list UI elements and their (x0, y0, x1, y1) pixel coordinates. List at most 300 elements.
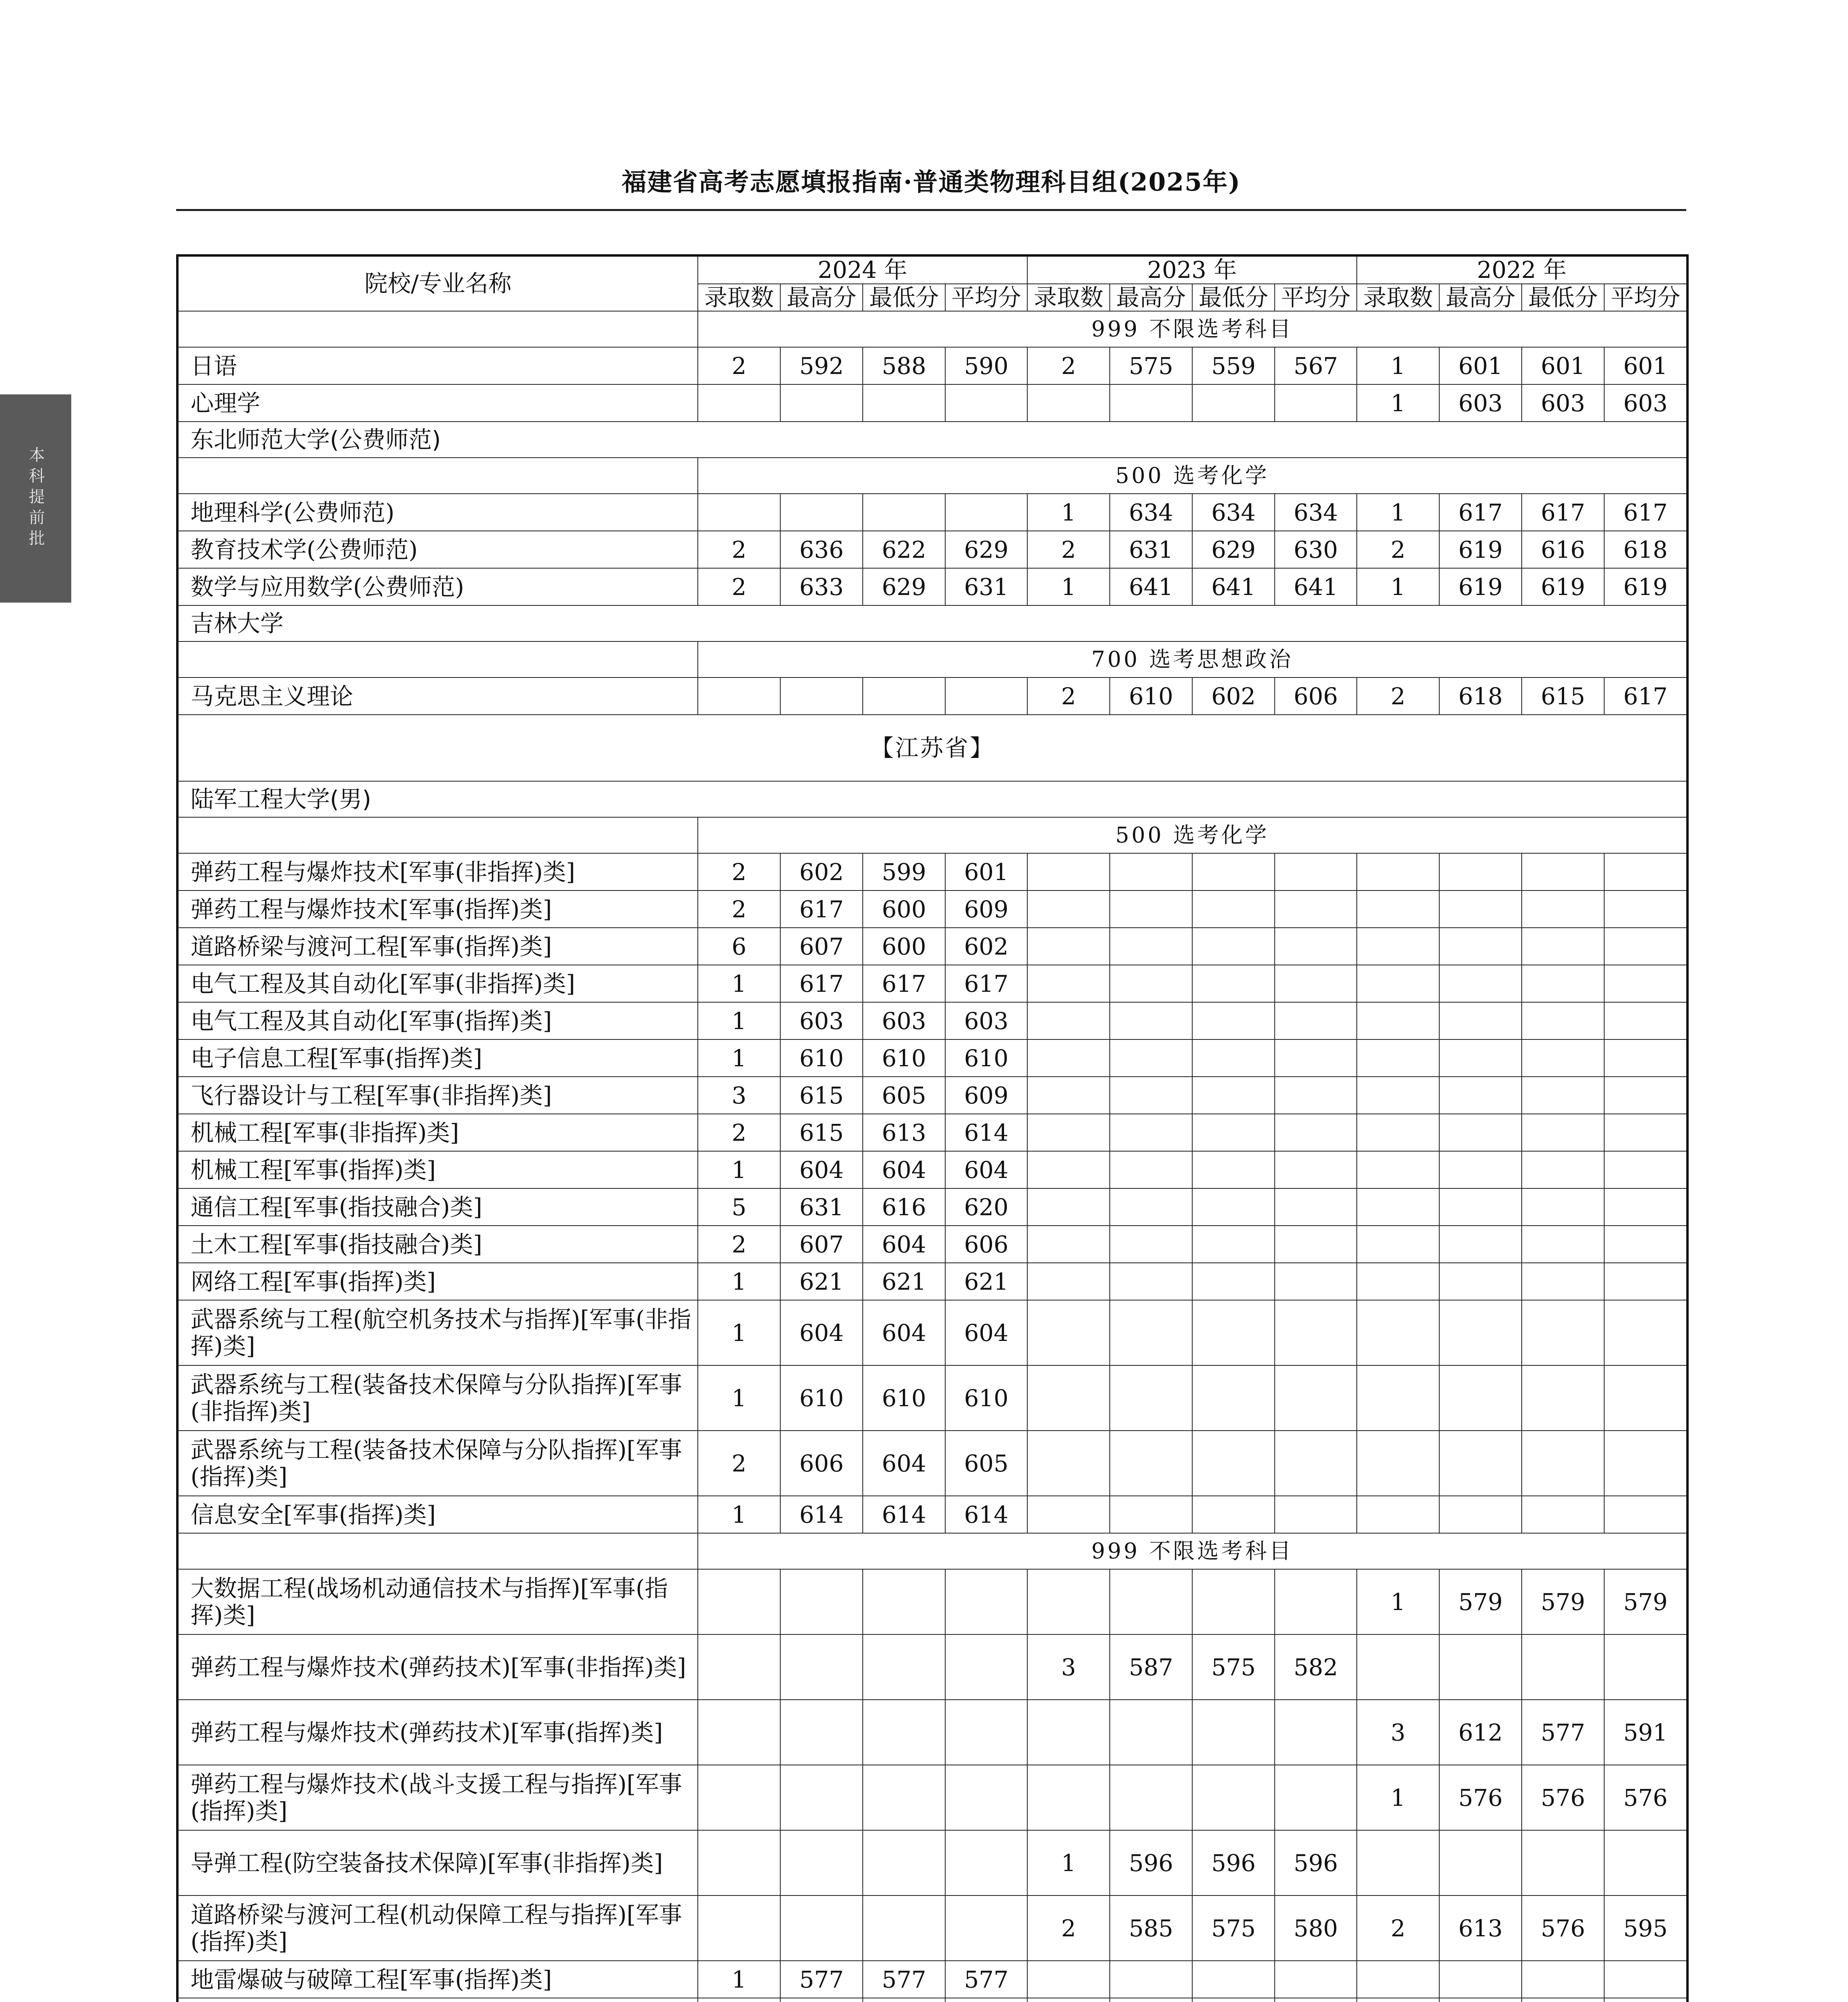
score-cell (1192, 890, 1275, 928)
score-cell (1357, 928, 1439, 965)
score-cell (1027, 1077, 1110, 1114)
side-tab-label: 本科提前批 (26, 446, 45, 551)
score-cell (1192, 1431, 1275, 1496)
score-cell: 629 (863, 568, 945, 605)
score-cell (1192, 1300, 1275, 1365)
score-cell (1439, 1431, 1522, 1496)
score-cell: 619 (1604, 568, 1687, 605)
column-header-name: 院校/专业名称 (177, 255, 698, 311)
table-row (177, 1961, 1687, 1998)
score-cell: 576 (1522, 1895, 1604, 1961)
score-cell (1192, 1998, 1275, 2002)
score-cell: 617 (780, 890, 863, 928)
score-cell (1192, 1700, 1275, 1765)
score-cell (1357, 1365, 1439, 1431)
subject-requirement: 500 选考化学 (698, 458, 1687, 494)
score-cell: 612 (1439, 1700, 1522, 1765)
major-name: 电气工程及其自动化[军事(非指挥)类] (177, 965, 698, 1002)
blank-cell (177, 1533, 698, 1569)
score-cell: 1 (698, 965, 780, 1002)
score-cell (1604, 1431, 1687, 1496)
score-cell: 618 (1439, 677, 1522, 715)
table-row (177, 1077, 1687, 1114)
score-cell (1027, 1700, 1110, 1765)
score-cell (945, 1998, 1027, 2002)
score-cell (1275, 384, 1357, 422)
table-row (177, 1998, 1687, 2002)
score-cell (863, 677, 945, 715)
score-cell: 610 (780, 1039, 863, 1077)
score-cell (780, 384, 863, 422)
score-cell: 615 (1522, 677, 1604, 715)
score-cell (1604, 1830, 1687, 1895)
score-cell (1357, 1039, 1439, 1077)
table-row (177, 1151, 1687, 1188)
score-cell: 2 (698, 1431, 780, 1496)
score-cell (1027, 1961, 1110, 1998)
score-cell (1439, 928, 1522, 965)
score-cell: 1 (1027, 494, 1110, 531)
score-cell: 617 (780, 965, 863, 1002)
score-cell: 606 (780, 1431, 863, 1496)
score-cell: 641 (1110, 568, 1192, 605)
score-cell: 601 (1522, 347, 1604, 384)
score-cell (1357, 965, 1439, 1002)
score-cell (1439, 1365, 1522, 1431)
score-cell (1604, 1263, 1687, 1300)
score-cell: 603 (1604, 384, 1687, 422)
score-cell: 2 (698, 1226, 780, 1263)
score-cell (1522, 853, 1604, 890)
score-cell (698, 677, 780, 715)
score-cell (1110, 1496, 1192, 1533)
score-cell: 1 (698, 1039, 780, 1077)
score-cell (1027, 1039, 1110, 1077)
major-name: 电气工程及其自动化[军事(指挥)类] (177, 1002, 698, 1039)
score-cell: 599 (863, 853, 945, 890)
score-cell: 620 (945, 1188, 1027, 1226)
score-cell: 587 (1110, 1634, 1192, 1700)
score-cell (780, 1830, 863, 1895)
score-cell (1027, 1496, 1110, 1533)
major-name: 土木工程[军事(指技融合)类] (177, 1226, 698, 1263)
score-cell (1275, 928, 1357, 965)
score-cell: 579 (1522, 1569, 1604, 1634)
score-cell: 616 (1522, 531, 1604, 568)
major-name: 弹药工程与爆炸技术(战斗支援工程与指挥)[军事(指挥)类] (177, 1765, 698, 1830)
score-cell (1110, 1226, 1192, 1263)
score-cell (698, 1634, 780, 1700)
score-cell (1275, 1961, 1357, 1998)
university-row (177, 781, 1687, 817)
major-name: 武器系统与工程(装备技术保障与分队指挥)[军事(指挥)类] (177, 1431, 698, 1496)
score-cell (698, 1569, 780, 1634)
table-row (177, 1895, 1687, 1961)
score-cell (1522, 1077, 1604, 1114)
score-cell (1357, 1300, 1439, 1365)
score-cell: 576 (1522, 1765, 1604, 1830)
score-cell (1110, 965, 1192, 1002)
table-row (177, 347, 1687, 384)
score-cell (1357, 1151, 1439, 1188)
table-row (177, 1002, 1687, 1039)
score-cell (1357, 1634, 1439, 1700)
score-cell: 592 (780, 347, 863, 384)
score-cell (1357, 890, 1439, 928)
table-row (177, 677, 1687, 715)
major-name: 教育技术学(公费师范) (177, 531, 698, 568)
score-cell: 2 (698, 347, 780, 384)
major-name: 机械工程[军事(非指挥)类] (177, 1114, 698, 1151)
score-cell: 1 (1027, 1830, 1110, 1895)
score-cell: 621 (780, 1263, 863, 1300)
score-cell: 2 (1027, 531, 1110, 568)
score-cell (1522, 1961, 1604, 1998)
score-cell (945, 1634, 1027, 1700)
score-cell: 588 (863, 347, 945, 384)
table-row (177, 1496, 1687, 1533)
score-cell (780, 1569, 863, 1634)
table-row (177, 853, 1687, 890)
major-name: 心理学 (177, 384, 698, 422)
score-cell (1439, 890, 1522, 928)
score-cell: 596 (1192, 1830, 1275, 1895)
score-cell (863, 1830, 945, 1895)
score-cell: 600 (863, 890, 945, 928)
score-cell (1357, 1830, 1439, 1895)
score-cell: 576 (1439, 1765, 1522, 1830)
score-cell (1027, 1226, 1110, 1263)
score-cell: 2 (698, 890, 780, 928)
score-cell (698, 1830, 780, 1895)
score-cell: 617 (1604, 677, 1687, 715)
score-cell: 606 (1275, 677, 1357, 715)
subject-requirement: 999 不限选考科目 (698, 1533, 1687, 1569)
score-cell (1604, 1151, 1687, 1188)
score-cell: 596 (1110, 1830, 1192, 1895)
score-cell (1027, 1263, 1110, 1300)
score-cell: 2 (698, 853, 780, 890)
table-row (177, 1830, 1687, 1895)
subcolumn-header: 最低分 (863, 284, 945, 312)
score-cell (863, 1895, 945, 1961)
score-cell (780, 1895, 863, 1961)
year-header: 2024 年 (698, 255, 1027, 284)
score-cell (945, 1700, 1027, 1765)
university-name: 吉林大学 (177, 605, 1687, 641)
score-cell (1522, 1998, 1604, 2002)
score-cell (1522, 1114, 1604, 1151)
table-row (177, 494, 1687, 531)
score-cell (1275, 1114, 1357, 1151)
score-cell (1439, 1961, 1522, 1998)
score-cell (1110, 1151, 1192, 1188)
score-cell (1439, 1151, 1522, 1188)
score-cell (1110, 384, 1192, 422)
table-row (177, 1431, 1687, 1496)
score-cell (780, 1998, 863, 2002)
score-cell: 633 (780, 568, 863, 605)
score-cell: 609 (945, 1077, 1027, 1114)
major-name: 数学与应用数学(公费师范) (177, 568, 698, 605)
score-cell: 601 (1439, 347, 1522, 384)
score-cell: 610 (780, 1365, 863, 1431)
score-cell (1439, 1077, 1522, 1114)
score-cell: 1 (1357, 568, 1439, 605)
score-cell: 604 (863, 1431, 945, 1496)
score-cell (945, 1830, 1027, 1895)
major-name: 道路桥梁与渡河工程(机动保障工程与指挥)[军事(指挥)类] (177, 1895, 698, 1961)
score-cell (1522, 1263, 1604, 1300)
score-cell (780, 1634, 863, 1700)
score-cell (1604, 853, 1687, 890)
score-cell: 629 (945, 531, 1027, 568)
score-cell: 613 (863, 1114, 945, 1151)
score-cell: 579 (1439, 1569, 1522, 1634)
score-cell (1110, 1188, 1192, 1226)
major-name (177, 1998, 698, 2002)
score-cell (1027, 384, 1110, 422)
score-cell (1192, 1365, 1275, 1431)
major-name: 弹药工程与爆炸技术(弹药技术)[军事(指挥)类] (177, 1700, 698, 1765)
major-name: 武器系统与工程(航空机务技术与指挥)[军事(非指挥)类] (177, 1300, 698, 1365)
score-cell: 1 (1027, 568, 1110, 605)
subject-requirement: 500 选考化学 (698, 817, 1687, 853)
score-cell: 1 (698, 1961, 780, 1998)
score-cell: 603 (863, 1002, 945, 1039)
score-cell (1192, 1188, 1275, 1226)
score-cell (1275, 1263, 1357, 1300)
score-cell: 2 (1027, 347, 1110, 384)
score-cell: 602 (1192, 677, 1275, 715)
score-cell: 603 (1439, 384, 1522, 422)
score-cell (863, 1569, 945, 1634)
university-row (177, 422, 1687, 458)
score-cell: 610 (1110, 677, 1192, 715)
score-cell: 580 (1275, 1895, 1357, 1961)
score-cell (1604, 1114, 1687, 1151)
score-cell (1275, 1998, 1357, 2002)
score-cell: 1 (1357, 1765, 1439, 1830)
score-cell: 3 (1027, 1634, 1110, 1700)
blank-cell (177, 458, 698, 494)
score-cell: 634 (1275, 494, 1357, 531)
score-cell (1110, 1039, 1192, 1077)
major-name: 飞行器设计与工程[军事(非指挥)类] (177, 1077, 698, 1114)
score-cell (1604, 1998, 1687, 2002)
score-cell: 614 (780, 1496, 863, 1533)
score-cell (1357, 1431, 1439, 1496)
score-cell: 1 (1357, 384, 1439, 422)
major-name: 武器系统与工程(装备技术保障与分队指挥)[军事(非指挥)类] (177, 1365, 698, 1431)
table-row (177, 1634, 1687, 1700)
score-cell: 576 (1604, 1765, 1687, 1830)
score-cell (1522, 890, 1604, 928)
score-cell (1027, 928, 1110, 965)
score-cell (1439, 1188, 1522, 1226)
score-cell: 619 (1522, 568, 1604, 605)
score-cell: 2 (698, 1114, 780, 1151)
score-cell: 641 (1275, 568, 1357, 605)
score-cell (1439, 1226, 1522, 1263)
score-cell: 607 (780, 928, 863, 965)
score-cell: 614 (945, 1496, 1027, 1533)
score-cell: 617 (945, 965, 1027, 1002)
score-cell (1439, 1039, 1522, 1077)
blank-cell (177, 311, 698, 347)
major-name: 马克思主义理论 (177, 677, 698, 715)
score-cell (1357, 1263, 1439, 1300)
score-cell: 605 (945, 1431, 1027, 1496)
score-cell: 617 (1604, 494, 1687, 531)
score-cell: 634 (1192, 494, 1275, 531)
score-cell (780, 677, 863, 715)
subject-requirement-row (177, 817, 1687, 853)
score-cell (698, 1700, 780, 1765)
score-cell (698, 1895, 780, 1961)
major-name: 弹药工程与爆炸技术[军事(非指挥)类] (177, 853, 698, 890)
subcolumn-header: 平均分 (1275, 284, 1357, 312)
score-cell: 622 (863, 531, 945, 568)
table-row (177, 1039, 1687, 1077)
score-cell (1604, 1002, 1687, 1039)
score-cell: 3 (698, 1077, 780, 1114)
score-cell: 603 (945, 1002, 1027, 1039)
university-name: 陆军工程大学(男) (177, 781, 1687, 817)
score-cell: 610 (945, 1039, 1027, 1077)
major-name: 道路桥梁与渡河工程[军事(指挥)类] (177, 928, 698, 965)
score-cell: 577 (945, 1961, 1027, 1998)
table-row (177, 965, 1687, 1002)
score-cell: 606 (945, 1226, 1027, 1263)
subcolumn-header: 录取数 (698, 284, 780, 312)
score-cell: 5 (698, 1188, 780, 1226)
score-cell: 577 (1522, 1700, 1604, 1765)
score-cell (1027, 1002, 1110, 1039)
score-cell: 614 (863, 1496, 945, 1533)
score-cell: 6 (698, 928, 780, 965)
province-name: 【江苏省】 (177, 715, 1687, 781)
score-cell: 630 (1275, 531, 1357, 568)
score-cell (1357, 1188, 1439, 1226)
score-cell: 631 (780, 1188, 863, 1226)
score-cell (1357, 1114, 1439, 1151)
score-cell (863, 1765, 945, 1830)
score-cell: 590 (945, 347, 1027, 384)
score-cell (1439, 853, 1522, 890)
score-cell (1110, 1365, 1192, 1431)
score-cell (1522, 1365, 1604, 1431)
score-cell: 619 (1439, 568, 1522, 605)
score-cell (1275, 1569, 1357, 1634)
major-name: 地理科学(公费师范) (177, 494, 698, 531)
score-cell (1604, 1077, 1687, 1114)
subject-requirement: 999 不限选考科目 (698, 311, 1687, 347)
score-cell: 600 (863, 928, 945, 965)
score-cell: 607 (780, 1226, 863, 1263)
score-cell: 617 (863, 965, 945, 1002)
major-name: 电子信息工程[军事(指挥)类] (177, 1039, 698, 1077)
score-cell: 2 (1357, 1895, 1439, 1961)
score-cell: 604 (863, 1300, 945, 1365)
score-cell (1275, 853, 1357, 890)
score-cell (1522, 1039, 1604, 1077)
blank-cell (177, 641, 698, 677)
score-cell: 2 (1357, 677, 1439, 715)
major-name: 信息安全[军事(指挥)类] (177, 1496, 698, 1533)
university-row (177, 605, 1687, 641)
score-cell: 1 (698, 1496, 780, 1533)
score-cell (1439, 965, 1522, 1002)
score-cell: 601 (1604, 347, 1687, 384)
score-cell (1192, 1077, 1275, 1114)
score-cell (1275, 1226, 1357, 1263)
score-cell: 585 (1110, 1895, 1192, 1961)
score-cell: 2 (1357, 531, 1439, 568)
score-cell (1604, 1634, 1687, 1700)
score-cell: 575 (1192, 1895, 1275, 1961)
score-cell (1275, 1300, 1357, 1365)
score-cell (1522, 1300, 1604, 1365)
subject-requirement-row (177, 641, 1687, 677)
header-rule (176, 209, 1686, 211)
subcolumn-header: 录取数 (1357, 284, 1439, 312)
score-cell (1027, 1114, 1110, 1151)
subject-requirement: 700 选考思想政治 (698, 641, 1687, 677)
score-cell (1192, 928, 1275, 965)
table-row (177, 384, 1687, 422)
subject-requirement-row (177, 311, 1687, 347)
score-cell (1604, 928, 1687, 965)
score-cell: 1 (698, 1300, 780, 1365)
score-cell (698, 494, 780, 531)
score-cell (1357, 1998, 1439, 2002)
table-row (177, 1365, 1687, 1431)
score-cell (1439, 1496, 1522, 1533)
score-cell (698, 1998, 780, 2002)
score-cell (1192, 384, 1275, 422)
score-cell (1357, 1226, 1439, 1263)
major-name: 弹药工程与爆炸技术[军事(指挥)类] (177, 890, 698, 928)
score-cell: 604 (863, 1226, 945, 1263)
score-cell (863, 1634, 945, 1700)
score-cell (1027, 853, 1110, 890)
score-cell: 604 (863, 1151, 945, 1188)
score-cell: 595 (1604, 1895, 1687, 1961)
score-cell (1439, 1002, 1522, 1039)
table-row (177, 1700, 1687, 1765)
table-row (177, 890, 1687, 928)
table-row (177, 1765, 1687, 1830)
score-cell (1275, 1700, 1357, 1765)
score-cell: 582 (1275, 1634, 1357, 1700)
table-row (177, 568, 1687, 605)
year-header: 2022 年 (1357, 255, 1687, 284)
score-cell (1275, 890, 1357, 928)
score-cell: 631 (1110, 531, 1192, 568)
table-row (177, 928, 1687, 965)
score-cell (1192, 1569, 1275, 1634)
table-row (177, 1188, 1687, 1226)
score-cell (1027, 1431, 1110, 1496)
admission-scores-table (176, 254, 1689, 2002)
score-cell (1522, 1188, 1604, 1226)
score-cell (1357, 1961, 1439, 1998)
score-cell (1522, 965, 1604, 1002)
score-cell (1027, 1765, 1110, 1830)
table-row (177, 1300, 1687, 1365)
score-cell (1192, 853, 1275, 890)
